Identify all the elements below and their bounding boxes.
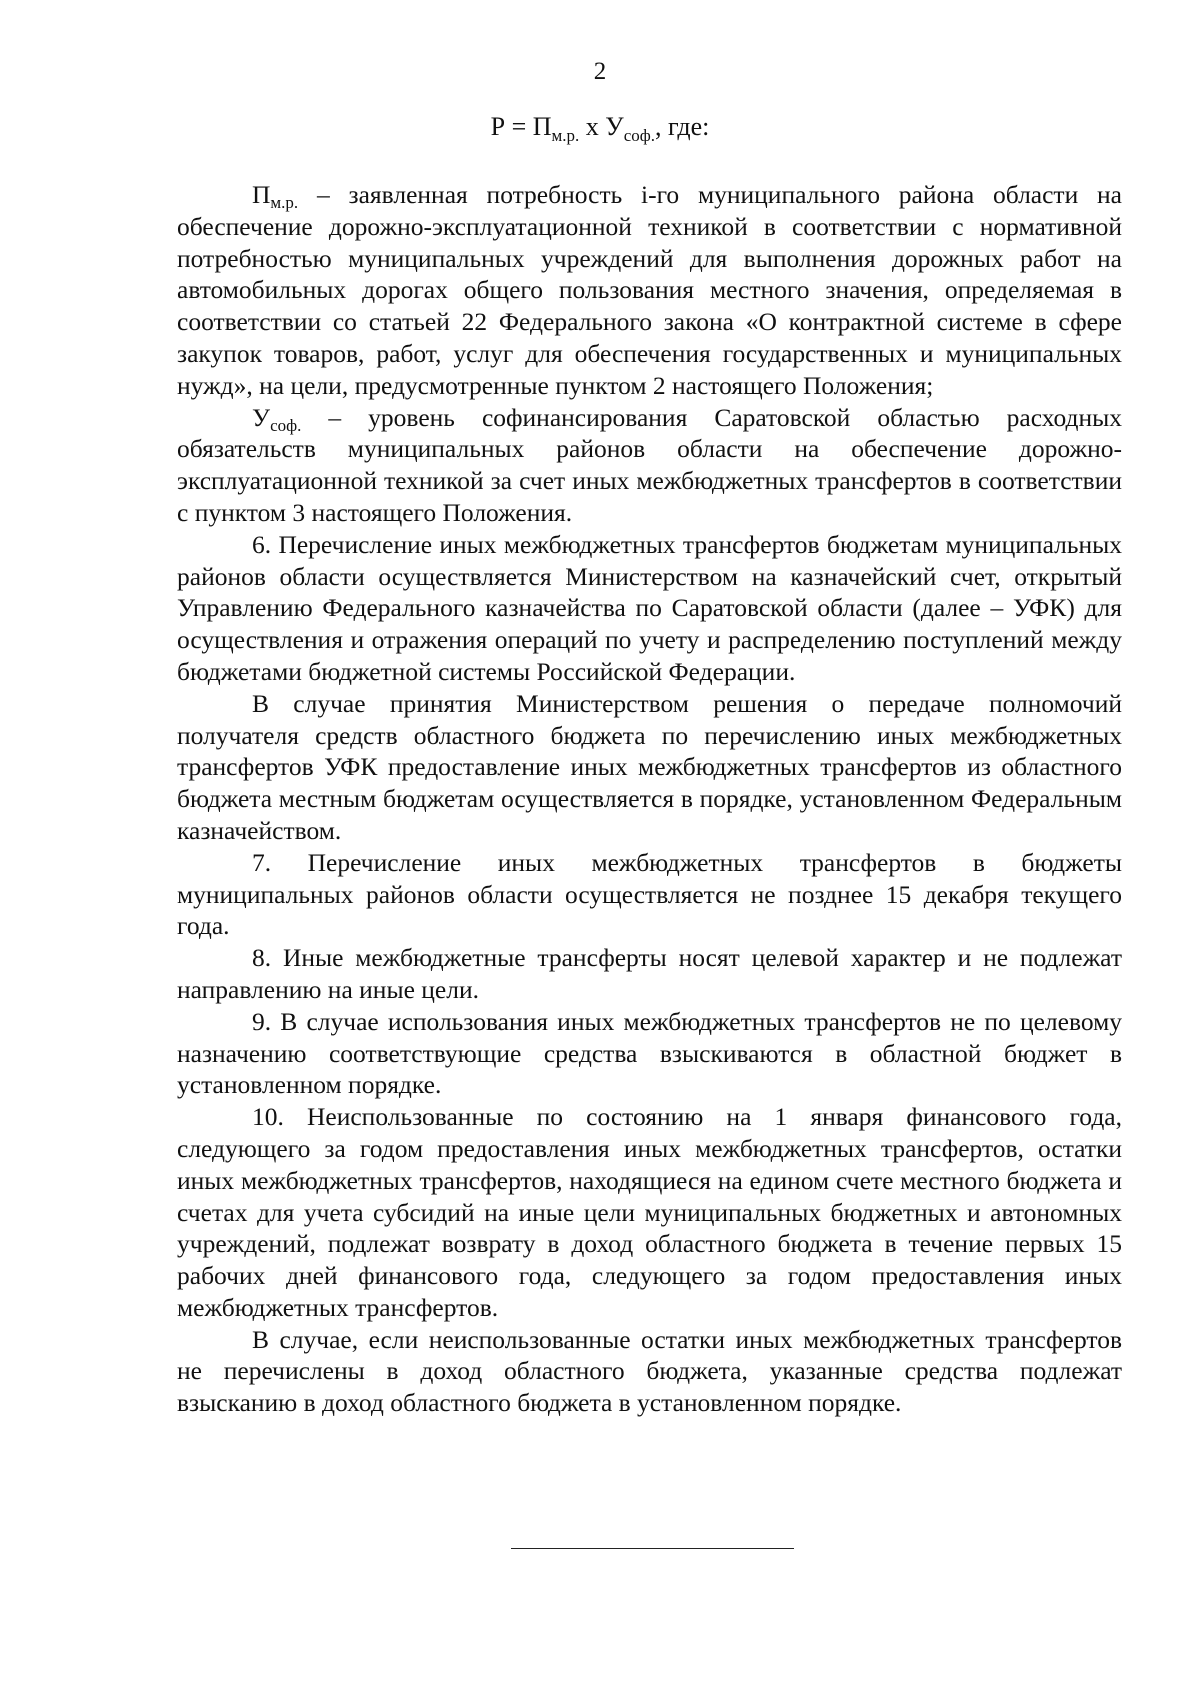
formula: [0, 110, 1200, 144]
formula-tail: , где:: [655, 112, 710, 141]
paragraph-6: 6. Перечисление иных межбюджетных трансфертов бюджетам муниципальных районов области осуществляется Министерством на казначейский счет, открытый Управлению Федерального казначейства по Саратовской области (далее – УФК) для осуществления и отражения операций по учету и распределению поступлений между бюджетами бюджетной системы Российской Федерации.: [177, 529, 1122, 686]
definition-pmr: [177, 179, 1122, 402]
paragraph-10: 10. Неиспользованные по состоянию на 1 января финансового года, следующего за годом предоставления иных межбюджетных трансфертов, остатки иных межбюджетных трансфертов, находящиеся на едином счете местного бюджета и счетах для учета субсидий на иные цели муниципальных бюджетных и автономных учреждений, подлежат возврату в доход областного бюджета в течение первых 15 рабочих дней финансового года, следующего за годом предоставления иных межбюджетных трансфертов.: [177, 1102, 1122, 1322]
pmr-subscript: м.р.: [270, 193, 299, 212]
formula-mid: х У: [579, 112, 624, 141]
closing-divider: [511, 1548, 794, 1549]
document-body: [177, 179, 1122, 1419]
pmr-symbol: П: [252, 180, 271, 209]
page-number: 2: [593, 58, 607, 85]
definition-usof: [177, 402, 1122, 529]
paragraph-8: 8. Иные межбюджетные трансферты носят целевой характер и не подлежат направлению на иные цели.: [177, 943, 1122, 1004]
usof-symbol: У: [252, 402, 271, 432]
formula-sub-mr: м.р.: [551, 126, 580, 145]
formula-lhs: Р = П: [490, 112, 552, 141]
pmr-text: – заявленная потребность i-го муниципального района области на обеспечение дорожно-эксплуатационной техникой в соответствии с нормативной потребностью муниципальных учреждений для выполнения дорожных работ на автомобильных дорогах общего пользования местного значения, определяемая в соответствии со статьей 22 Федерального закона «О контрактной системе в сфере закупок товаров, работ, услуг для обеспечения государственных и муниципальных нужд», на цели, предусмотренные пунктом 2 настоящего Положения;: [177, 180, 1122, 400]
usof-text: – уровень софинансирования Саратовской областью расходных обязательств муниципальных районов области на обеспечение дорожно-эксплуатационной техникой за счет иных межбюджетных трансфертов в соответствии с пунктом 3 настоящего Положения.: [177, 402, 1122, 527]
paragraph-9: 9. В случае использования иных межбюджетных трансфертов не по целевому назначению соответствующие средства взыскиваются в областной бюджет в установленном порядке.: [177, 1006, 1122, 1100]
usof-subscript: соф.: [270, 415, 302, 435]
paragraph-10-note: В случае, если неиспользованные остатки иных межбюджетных трансфертов не перечислены в доход областного бюджета, указанные средства подлежат взысканию в доход областного бюджета в установленном порядке.: [177, 1324, 1122, 1418]
paragraph-7: 7. Перечисление иных межбюджетных трансфертов в бюджеты муниципальных районов области осуществляется не позднее 15 декабря текущего года.: [177, 847, 1122, 941]
formula-sub-sof: соф.: [623, 126, 656, 145]
paragraph-6-note: В случае принятия Министерством решения о передаче полномочий получателя средств областного бюджета по перечислению иных межбюджетных трансфертов УФК предоставление иных межбюджетных трансфертов из областного бюджета местным бюджетам осуществляется в порядке, установленном Федеральным казначейством.: [177, 688, 1122, 845]
